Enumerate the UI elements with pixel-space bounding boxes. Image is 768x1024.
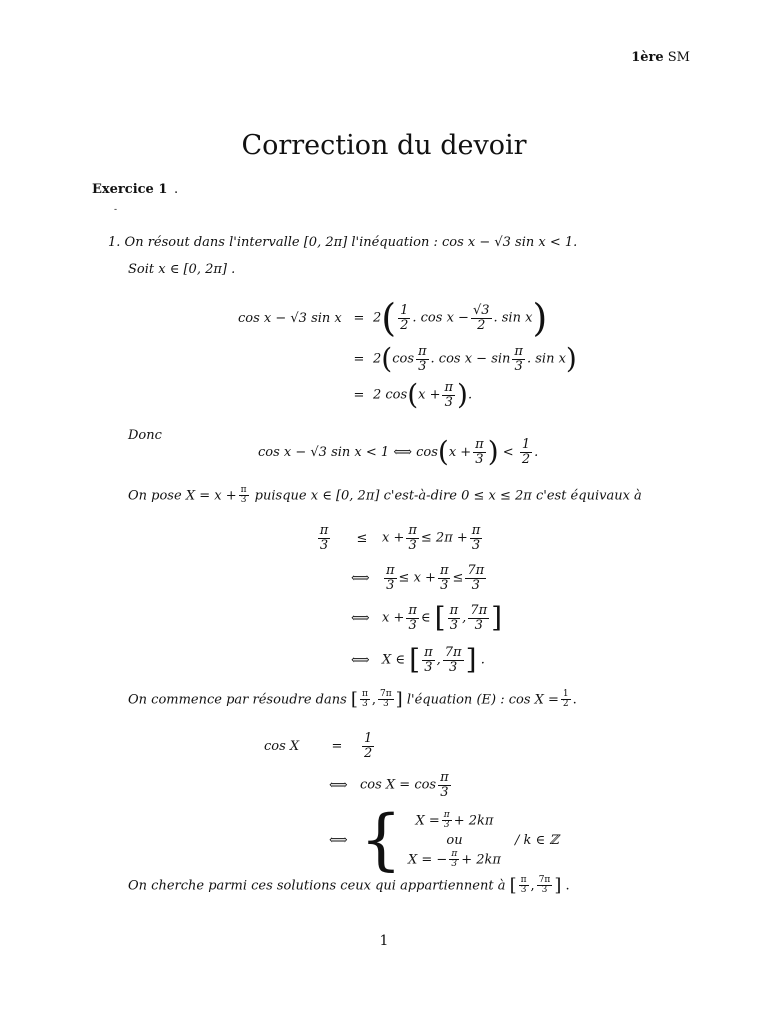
question-text: On résout dans l'intervalle [0, 2π] l'inéquation : cos x − √3 sin x < 1. <box>124 235 578 250</box>
inequality-chain: $\frac{\pi}{3}$ ≤ x + $\frac{\pi}{3}$ ≤ 2π + $\frac{\pi}{3}$ ⟺ $\frac{\pi}{3}$ ≤ x + $\frac{\pi}{3}$ ≤ $\frac{7\pi}{3}$ ⟺ x + $\frac{\pi}{3}$ ∈ [ $\frac{\pi}{3}$ , $\frac{7\pi}{3}$ ] ⟺ X ∈ [ $\frac{\pi}{3}$ , $\frac{7\pi}{3}$ ] . <box>319 522 503 676</box>
question-1-statement <box>108 235 577 250</box>
solve-block: cos X = $\frac{1}{2}$ ⟺ cos X = cos $\frac{\pi}{3}$ ⟺ { X = $\frac{\pi}{3}$ + 2kπ ou X = − $\frac{\pi}{3}$ + 2kπ / k ∈ ℤ <box>264 730 559 878</box>
donc-label: Donc <box>128 428 162 443</box>
question-number: 1. <box>108 235 121 250</box>
cherche-line: On cherche parmi ces solutions ceux qui appartiennent à [ $\frac{\pi}{3}$ , $\frac{7\pi}{3}$ ] . <box>128 874 570 896</box>
soit-line: Soit x ∈ [0, 2π] . <box>128 262 236 277</box>
class-label: 1ère SM <box>631 50 690 65</box>
exercise-mark: - <box>114 205 118 215</box>
exercise-dot: . <box>174 182 179 197</box>
commence-line: On commence par résoudre dans [ $\frac{\pi}{3}$ , $\frac{7\pi}{3}$ ] l'équation (E) : cos X = $\frac{1}{2}$ . <box>128 688 577 710</box>
derivation-block: cos x − √3 sin x = 2( $\frac{1}{2}$ . cos x − $\frac{√3}{2}$ . sin x) = 2(cos $\frac{\pi}{3}$ . cos x − sin $\frac{\pi}{3}$ . sin x) = 2 cos(x + $\frac{\pi}{3}$ ). <box>238 296 577 411</box>
exercise-title: Exercice 1 <box>92 182 168 197</box>
pose-line: On pose X = x + $\frac{\pi}{3}$ puisque x ∈ [0, 2π] c'est-à-dire 0 ≤ x ≤ 2π c'est équivaux à <box>128 485 642 506</box>
solution-system: { X = $\frac{\pi}{3}$ + 2kπ ou X = − $\frac{\pi}{3}$ + 2kπ <box>360 801 501 878</box>
page-number: 1 <box>379 933 389 949</box>
donc-equivalence: cos x − √3 sin x < 1 ⟺ cos ( x + $\frac{\pi}{3}$ ) < $\frac{1}{2}$ . <box>258 435 539 469</box>
page-title: Correction du devoir <box>241 130 527 161</box>
